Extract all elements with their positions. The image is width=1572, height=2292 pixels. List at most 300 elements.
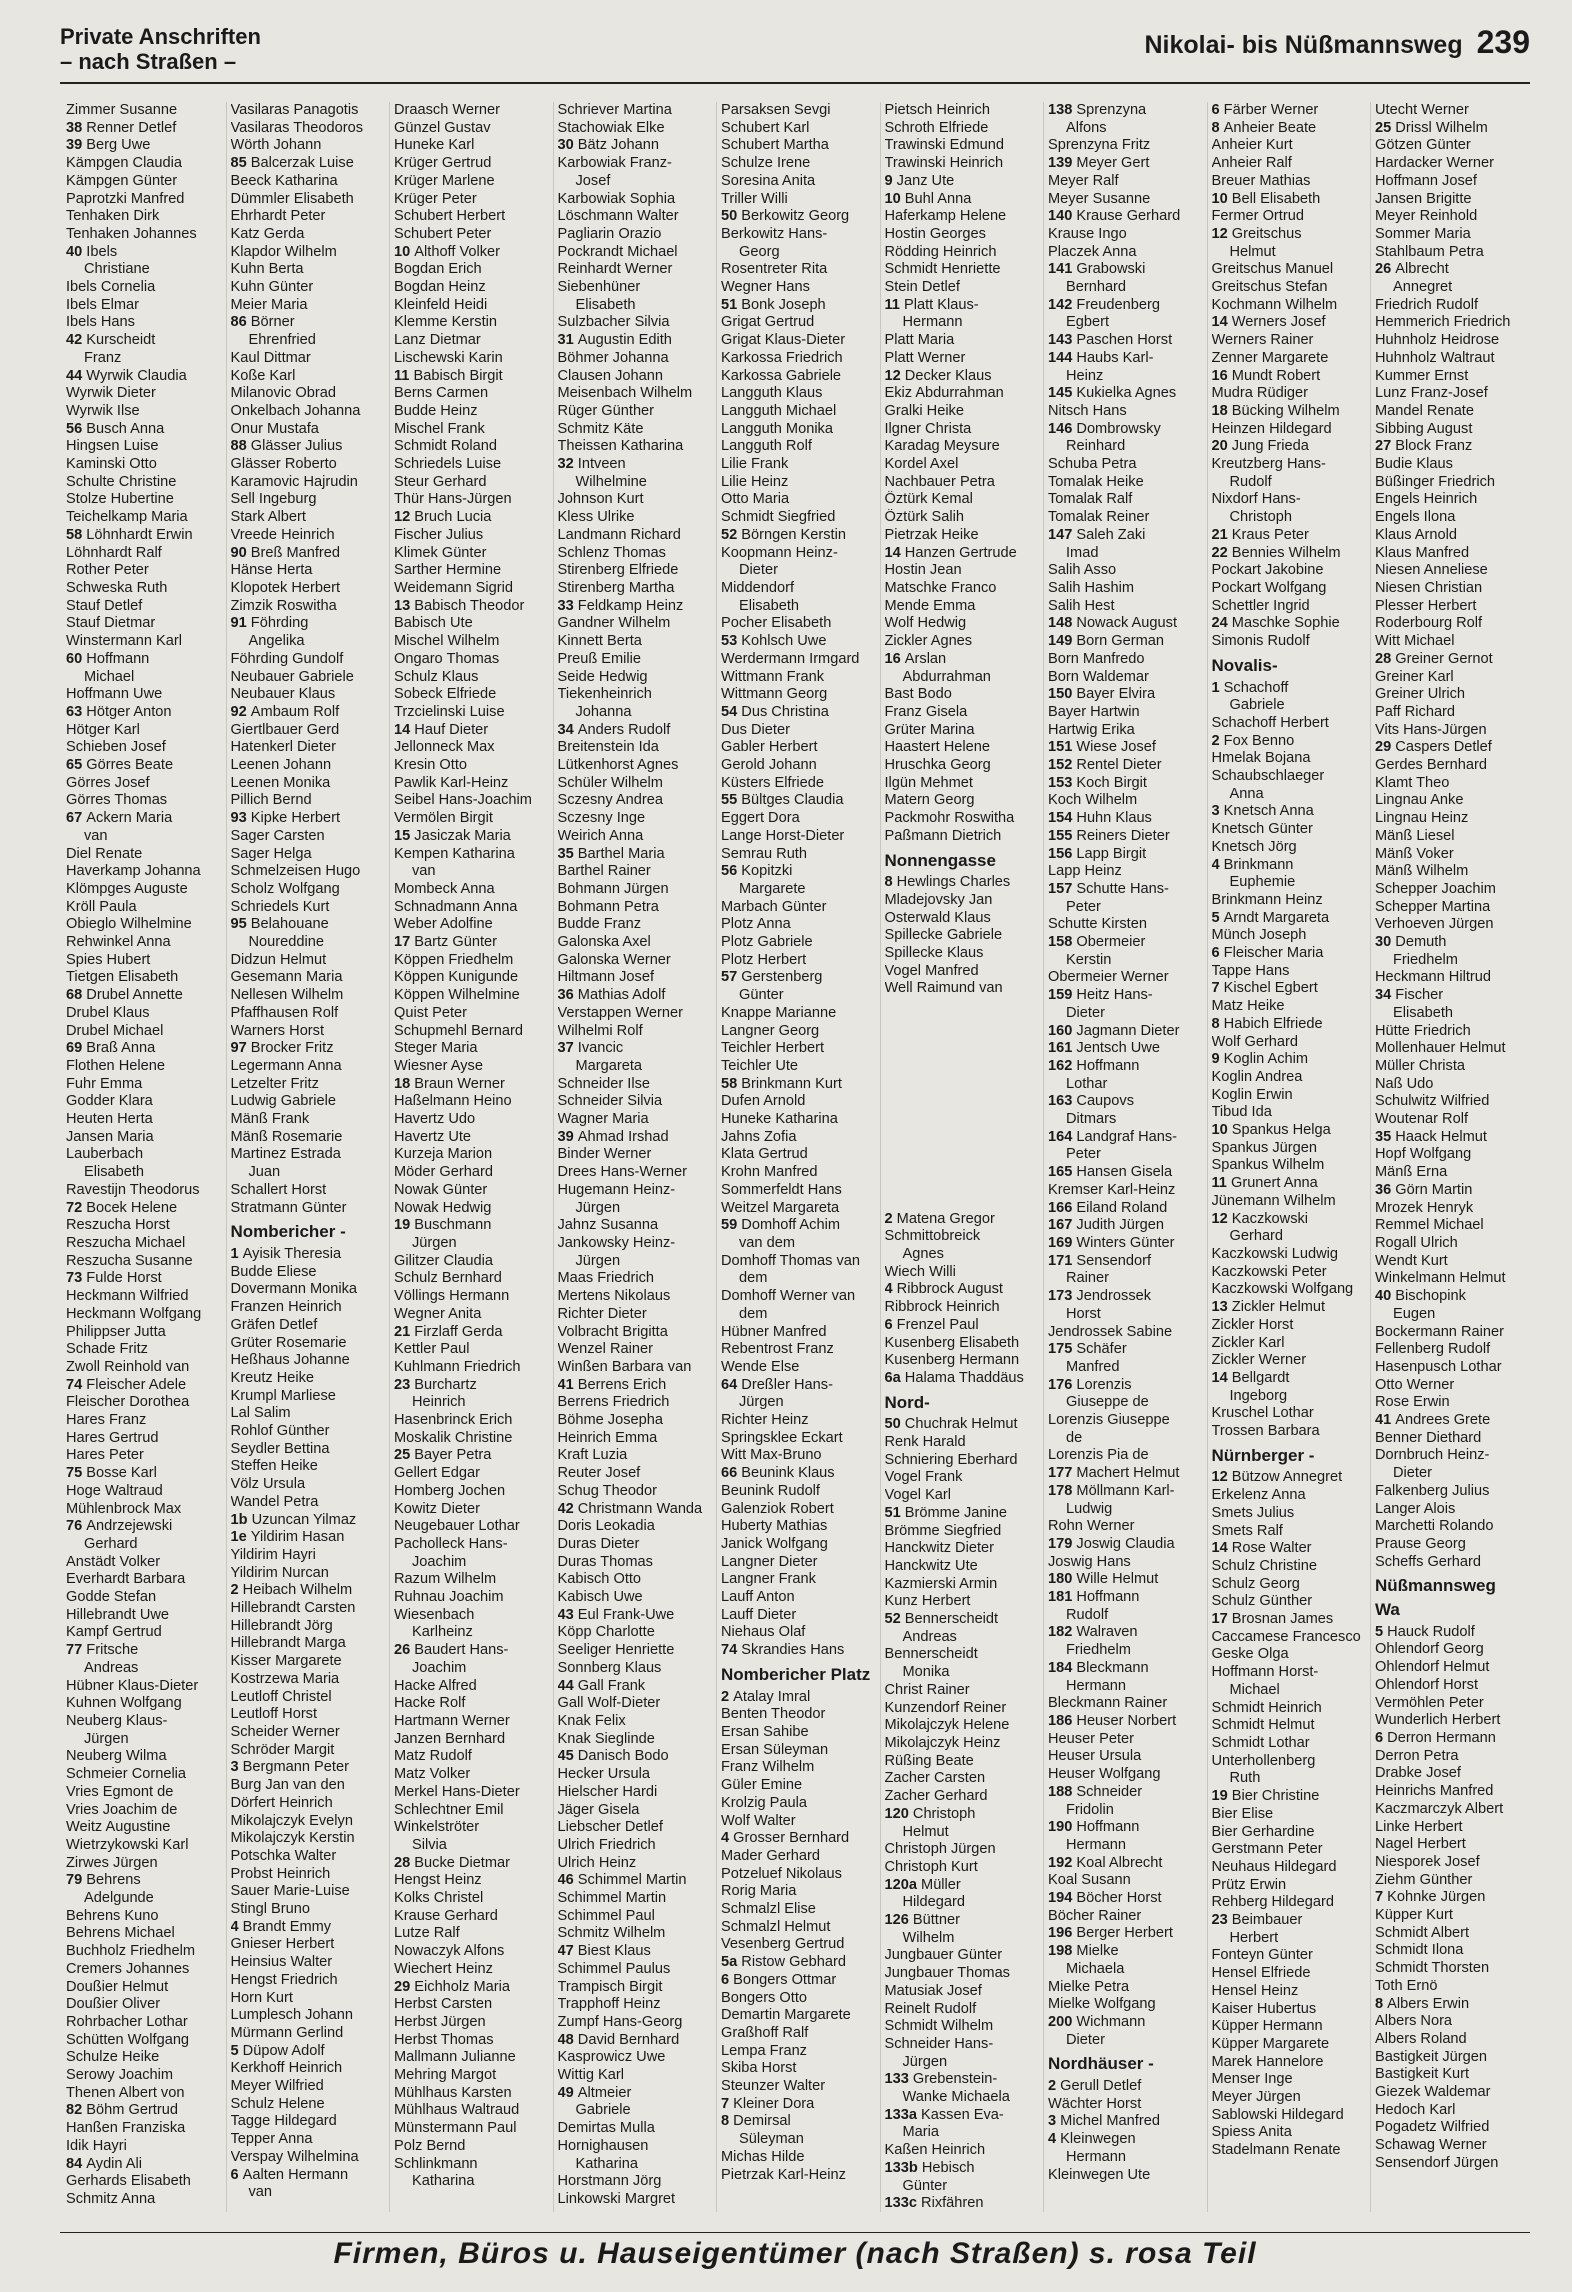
directory-entry — [66, 456, 226, 474]
directory-entry — [66, 1731, 226, 1749]
resident-name: Hares Franz — [66, 1412, 147, 1429]
house-number: 161 — [1048, 1040, 1077, 1057]
resident-name: Schriever Martina — [557, 102, 672, 118]
resident-name: Hornighausen — [557, 2137, 649, 2154]
resident-name: Weidemann Sigrid — [394, 579, 513, 596]
resident-name: Gerhards Elisabeth — [66, 2173, 191, 2190]
directory-entry — [66, 633, 226, 651]
directory-entry — [885, 2142, 1044, 2160]
resident-name: Teichler Herbert — [721, 1040, 825, 1057]
directory-entry — [721, 120, 880, 138]
directory-entry — [231, 1795, 390, 1813]
directory-entry — [394, 545, 553, 563]
resident-name: Bayer Hartwin — [1048, 703, 1140, 720]
resident-name: Bayer Petra — [414, 1447, 492, 1464]
directory-entry — [66, 1784, 226, 1802]
house-number: 13 — [394, 597, 415, 614]
directory-entry — [1212, 1912, 1371, 1930]
resident-name: Stadelmann Renate — [1211, 2142, 1341, 2159]
directory-entry — [231, 1618, 390, 1636]
resident-name: Wiese Josef — [1076, 739, 1156, 756]
directory-entry — [1212, 120, 1371, 138]
resident-name: Wille Helmut — [1076, 1571, 1159, 1588]
directory-entry — [558, 669, 717, 687]
resident-name: Schieben Josef — [66, 739, 166, 756]
resident-name: Domhoff Werner van — [721, 1288, 856, 1305]
directory-column — [62, 102, 226, 2212]
house-number: 158 — [1048, 934, 1077, 951]
resident-name: Simonis Rudolf — [1211, 633, 1310, 650]
directory-entry — [1048, 1837, 1207, 1855]
resident-name: Pawlik Karl-Heinz — [394, 774, 509, 791]
directory-entry — [394, 1111, 553, 1129]
directory-entry — [1375, 775, 1534, 793]
resident-name: Pacholleck Hans- — [394, 1535, 508, 1552]
resident-name: Bützow Annegret — [1231, 1469, 1343, 1486]
house-number: 90 — [230, 544, 251, 561]
resident-name: Hötger Karl — [66, 721, 140, 738]
directory-entry — [231, 509, 390, 527]
resident-name: Düpow Adolf — [242, 2042, 325, 2059]
resident-name: Ruhnau Joachim — [394, 1589, 504, 1606]
resident-name: Schimmel Martin — [557, 1890, 667, 1907]
resident-name: Wolf Gerhard — [1211, 1033, 1299, 1050]
resident-name: Rother Peter — [66, 562, 149, 579]
resident-name: Havertz Udo — [394, 1111, 476, 1128]
directory-entry — [66, 421, 226, 439]
resident-name: Matena Gregor — [896, 1210, 995, 1227]
directory-entry — [1048, 1890, 1207, 1908]
directory-entry — [1048, 297, 1207, 315]
house-number: 133b — [884, 2159, 922, 2176]
directory-entry — [1375, 545, 1534, 563]
house-number: 60 — [66, 650, 87, 667]
resident-name: Ayisik Theresia — [242, 1246, 342, 1262]
resident-name: Haubs Karl- — [1076, 349, 1154, 366]
resident-name: Roderbourg Rolf — [1375, 615, 1483, 632]
directory-entry — [721, 863, 880, 881]
directory-entry — [1048, 562, 1207, 580]
house-number: 146 — [1048, 420, 1077, 437]
directory-entry — [885, 828, 1044, 846]
resident-name: Ivancic — [577, 1040, 624, 1057]
directory-entry — [885, 2160, 1044, 2178]
directory-entry — [721, 385, 880, 403]
directory-entry — [558, 1359, 717, 1377]
directory-entry — [394, 757, 553, 775]
resident-name: Grunert Anna — [1230, 1175, 1318, 1192]
directory-entry — [721, 1607, 880, 1625]
directory-entry — [721, 1990, 880, 2008]
directory-entry — [558, 1837, 717, 1855]
resident-name: Franz — [84, 349, 122, 366]
directory-entry — [1212, 1016, 1371, 1034]
directory-entry — [558, 1040, 717, 1058]
resident-name: Kukielka Agnes — [1076, 385, 1177, 402]
resident-name: Sczesny Inge — [557, 810, 646, 827]
resident-name: Rohrbacher Lothar — [66, 2013, 188, 2030]
resident-name: Engels Heinrich — [1375, 491, 1478, 508]
resident-name: Ehrhardt Peter — [230, 208, 326, 225]
directory-entry — [1048, 686, 1207, 704]
resident-name: Menser Inge — [1211, 2071, 1293, 2088]
directory-entry — [1375, 1836, 1534, 1854]
house-number: 40 — [1375, 1288, 1396, 1305]
house-number: 44 — [66, 367, 87, 384]
resident-name: Skrandies Hans — [741, 1642, 845, 1659]
resident-name: Hostin Jean — [884, 562, 962, 579]
resident-name: Güler Emine — [721, 1777, 803, 1794]
resident-name: Godde Stefan — [66, 1589, 157, 1606]
directory-entry — [231, 1777, 390, 1795]
resident-name: van dem — [739, 1235, 795, 1251]
directory-entry — [394, 1678, 553, 1696]
directory-entry — [1048, 1695, 1207, 1713]
directory-entry — [1375, 722, 1534, 740]
resident-name: Woutenar Rolf — [1375, 1111, 1469, 1128]
resident-name: Salih Hest — [1048, 597, 1115, 614]
directory-entry — [1375, 261, 1534, 279]
directory-entry — [721, 1589, 880, 1607]
resident-name: Fox Benno — [1223, 732, 1295, 749]
resident-name: Wiech Willi — [884, 1263, 956, 1280]
house-number: 155 — [1048, 827, 1077, 844]
house-number: 169 — [1048, 1235, 1077, 1251]
directory-entry — [558, 1270, 717, 1288]
house-number: 138 — [1048, 102, 1077, 118]
house-number: 9 — [1211, 1051, 1224, 1068]
house-number: 29 — [1375, 739, 1396, 756]
directory-entry — [1375, 173, 1534, 191]
resident-name: Hatenkerl Dieter — [230, 739, 336, 756]
directory-entry — [1212, 1034, 1371, 1052]
resident-name: Gabriele — [575, 2102, 631, 2119]
resident-name: Vermöhlen Peter — [1375, 1694, 1484, 1711]
resident-name: Herbst Carsten — [394, 1996, 493, 2013]
resident-name: Kampf Gertrud — [66, 1624, 162, 1641]
directory-entry — [1212, 1317, 1371, 1335]
directory-entry — [394, 633, 553, 651]
directory-entry — [558, 208, 717, 226]
resident-name: Schniering Eberhard — [884, 1451, 1018, 1468]
resident-name: Theissen Katharina — [557, 438, 684, 455]
house-number: 17 — [394, 934, 415, 951]
resident-name: Richter Heinz — [721, 1412, 809, 1429]
directory-entry — [721, 1777, 880, 1795]
resident-name: Wyrwik Dieter — [66, 385, 156, 402]
house-number: 175 — [1048, 1341, 1077, 1358]
directory-entry — [231, 1901, 390, 1919]
resident-name: Otto Werner — [1375, 1376, 1455, 1393]
resident-name: Zacher Gerhard — [884, 1788, 988, 1805]
resident-name: Galenziok Robert — [721, 1500, 834, 1517]
directory-entry — [1048, 545, 1207, 563]
resident-name: Zirwes Jürgen — [66, 1854, 158, 1871]
resident-name: Jürgen — [575, 1252, 621, 1269]
directory-entry — [1212, 1352, 1371, 1370]
directory-entry — [885, 191, 1044, 209]
house-number: 12 — [1211, 1469, 1232, 1486]
resident-name: Burchartz — [414, 1376, 477, 1393]
resident-name: Fleischer Adele — [86, 1376, 187, 1393]
resident-name: Hmelak Bojana — [1211, 750, 1311, 767]
resident-name: Imad — [1066, 544, 1099, 561]
house-number: 182 — [1048, 1624, 1077, 1641]
resident-name: Schneider — [1076, 1783, 1143, 1800]
resident-name: Behrens Michael — [66, 1925, 175, 1942]
resident-name: Heuser Ursula — [1048, 1748, 1142, 1765]
resident-name: Wegner Anita — [394, 1305, 482, 1322]
resident-name: Pockart Jakobine — [1211, 562, 1324, 579]
directory-entry — [721, 1759, 880, 1777]
directory-entry — [231, 1146, 390, 1164]
resident-name: Drabke Josef — [1375, 1765, 1461, 1782]
resident-name: Schmeier Cornelia — [66, 1766, 187, 1783]
directory-entry — [1212, 1370, 1371, 1388]
directory-entry — [885, 2089, 1044, 2107]
resident-name: Sarther Hermine — [394, 562, 502, 579]
directory-entry — [721, 173, 880, 191]
resident-name: Pietrzak Heike — [884, 526, 979, 543]
directory-entry — [394, 1784, 553, 1802]
directory-entry — [1375, 2137, 1534, 2155]
directory-entry — [558, 120, 717, 138]
house-number: 5 — [1375, 1623, 1388, 1640]
directory-entry — [66, 1872, 226, 1890]
resident-name: Heinzen Hildegard — [1211, 420, 1332, 437]
directory-entry — [885, 2001, 1044, 2019]
directory-entry — [558, 704, 717, 722]
directory-entry — [558, 1872, 717, 1890]
resident-name: Görres Josef — [66, 774, 150, 791]
resident-name: Schmidt Albert — [1375, 1924, 1470, 1941]
resident-name: Heibach Wilhelm — [242, 1582, 353, 1599]
directory-entry — [231, 2096, 390, 2114]
resident-name: Machert Helmut — [1076, 1465, 1180, 1482]
directory-entry — [1212, 1299, 1371, 1317]
directory-entry — [885, 1299, 1044, 1317]
directory-entry — [885, 1753, 1044, 1771]
directory-entry — [394, 1536, 553, 1554]
directory-entry — [885, 403, 1044, 421]
house-number: 31 — [557, 332, 578, 349]
directory-entry — [1212, 1405, 1371, 1423]
resident-name: Knetsch Anna — [1223, 803, 1314, 820]
house-number: 36 — [557, 987, 578, 1004]
resident-name: Kasprowicz Uwe — [557, 2049, 666, 2066]
resident-name: Winters Günter — [1076, 1235, 1175, 1251]
directory-entry — [721, 704, 880, 722]
resident-name: Schachoff — [1223, 679, 1289, 696]
resident-name: Kinnett Berta — [557, 633, 642, 650]
resident-name: Scheider Werner — [230, 1723, 340, 1740]
resident-name: Rehwinkel Anna — [66, 934, 171, 951]
directory-entry — [558, 1465, 717, 1483]
resident-name: Heinsius Walter — [230, 1954, 333, 1971]
directory-entry — [231, 615, 390, 633]
resident-name: Anders Rudolf — [577, 721, 671, 738]
directory-entry — [231, 191, 390, 209]
directory-entry — [1375, 899, 1534, 917]
resident-name: Anheier Kurt — [1211, 137, 1293, 154]
directory-entry — [1212, 279, 1371, 297]
house-number: 59 — [721, 1217, 742, 1234]
resident-name: Arslan — [904, 650, 947, 667]
resident-name: Benten Theodor — [721, 1706, 826, 1723]
resident-name: Bergmann Peter — [242, 1759, 349, 1776]
resident-name: Brandt Emmy — [242, 1918, 332, 1935]
house-number: 36 — [1375, 1181, 1396, 1198]
directory-entry — [1375, 491, 1534, 509]
directory-entry — [66, 332, 226, 350]
resident-name: Heuser Wolfgang — [1048, 1766, 1161, 1783]
resident-name: Doris Leokadia — [557, 1518, 655, 1535]
directory-entry — [721, 1830, 880, 1848]
resident-name: Matusiak Josef — [884, 1982, 982, 1999]
directory-entry — [1375, 137, 1534, 155]
directory-entry — [885, 2178, 1044, 2196]
house-number: 176 — [1048, 1376, 1077, 1393]
resident-name: Schulz Günther — [1211, 1593, 1313, 1610]
resident-name: Verhoeven Jürgen — [1375, 916, 1494, 933]
directory-entry — [394, 1324, 553, 1342]
directory-entry — [1212, 980, 1371, 998]
resident-name: Friedhelm — [1393, 951, 1458, 968]
resident-name: Fellenberg Rudolf — [1375, 1341, 1491, 1358]
directory-entry — [721, 403, 880, 421]
directory-entry — [231, 598, 390, 616]
resident-name: Kusenberg Elisabeth — [884, 1334, 1020, 1351]
resident-name: Lischewski Karin — [394, 349, 503, 366]
directory-entry — [1212, 1140, 1371, 1158]
directory-entry — [558, 1306, 717, 1324]
resident-name: Born Waldemar — [1048, 668, 1149, 685]
directory-entry — [1375, 598, 1534, 616]
resident-name: Eichholz Maria — [414, 1978, 511, 1995]
directory-entry — [721, 1571, 880, 1589]
house-number: 72 — [66, 1199, 87, 1216]
directory-entry — [1048, 226, 1207, 244]
house-number: 38 — [66, 119, 87, 136]
directory-entry — [1375, 1712, 1534, 1730]
directory-entry — [394, 1341, 553, 1359]
directory-entry — [721, 2131, 880, 2149]
resident-name: Schepper Martina — [1375, 898, 1491, 915]
directory-entry — [885, 1593, 1044, 1611]
directory-entry — [66, 562, 226, 580]
resident-name: Sensendorf — [1076, 1252, 1152, 1269]
directory-entry — [394, 1802, 553, 1820]
house-number: 30 — [557, 137, 578, 154]
resident-name: Derron Hermann — [1387, 1729, 1496, 1746]
house-number: 55 — [721, 792, 742, 809]
resident-name: Renner Detlef — [86, 119, 177, 136]
directory-entry — [1212, 1947, 1371, 1965]
resident-name: Schmittobreick — [884, 1228, 981, 1245]
directory-entry — [1212, 2107, 1371, 2125]
directory-entry — [1048, 1713, 1207, 1731]
resident-name: Bellgardt — [1231, 1369, 1290, 1386]
directory-entry — [1375, 1801, 1534, 1819]
directory-entry — [66, 1412, 226, 1430]
directory-entry — [885, 562, 1044, 580]
resident-name: Kämpgen Claudia — [66, 155, 183, 172]
directory-entry — [721, 2167, 880, 2185]
directory-entry — [1048, 775, 1207, 793]
resident-name: Mikolajczyk Evelyn — [230, 1812, 353, 1829]
resident-name: Rüßing Beate — [884, 1752, 974, 1769]
resident-name: Löhnhardt Erwin — [86, 526, 193, 543]
resident-name: Dufen Arnold — [721, 1093, 806, 1110]
house-number: 6 — [1211, 945, 1224, 962]
directory-entry — [885, 1841, 1044, 1859]
directory-entry — [885, 1104, 1044, 1122]
resident-name: Neugebauer Lothar — [394, 1518, 520, 1535]
directory-entry — [558, 2067, 717, 2085]
resident-name: Niesen Christian — [1375, 579, 1483, 596]
resident-name: Sobeck Elfriede — [394, 686, 497, 703]
resident-name: Koopmann Heinz- — [721, 544, 838, 561]
resident-name: Michael — [84, 668, 135, 685]
directory-entry — [231, 350, 390, 368]
directory-entry — [1212, 332, 1371, 350]
directory-entry — [721, 527, 880, 545]
directory-entry — [1048, 1855, 1207, 1873]
directory-entry — [1212, 1806, 1371, 1824]
resident-name: Bleckmann Rainer — [1048, 1695, 1168, 1712]
resident-name: Semrau Ruth — [721, 845, 807, 862]
house-number: 4 — [721, 1830, 734, 1847]
directory-entry — [1375, 385, 1534, 403]
directory-entry — [231, 1972, 390, 1990]
house-number: 120a — [884, 1876, 922, 1893]
resident-name: Babisch Theodor — [414, 597, 525, 614]
directory-entry — [394, 1837, 553, 1855]
resident-name: Huneke Katharina — [721, 1111, 838, 1128]
resident-name: Mielke Wolfgang — [1048, 1996, 1156, 2013]
directory-entry — [1212, 1664, 1371, 1682]
resident-name: Heckmann Wilfried — [66, 1288, 189, 1305]
resident-name: Wende Else — [721, 1358, 800, 1375]
directory-entry — [558, 1483, 717, 1501]
directory-entry — [558, 1447, 717, 1465]
directory-entry — [721, 1200, 880, 1218]
directory-entry — [885, 1122, 1044, 1140]
directory-entry — [394, 1288, 553, 1306]
resident-name: Heckmann Wolfgang — [66, 1305, 202, 1322]
resident-name: Joswig Claudia — [1076, 1535, 1175, 1552]
house-number: 26 — [394, 1642, 415, 1659]
directory-entry — [1048, 916, 1207, 934]
directory-entry — [1048, 1748, 1207, 1766]
resident-name: Ackern Maria — [86, 810, 173, 827]
resident-name: Idik Hayri — [66, 2137, 127, 2154]
directory-entry — [394, 102, 553, 120]
directory-entry — [231, 1689, 390, 1707]
house-number: 140 — [1048, 208, 1077, 225]
directory-entry — [1048, 633, 1207, 651]
house-number: 24 — [1211, 615, 1232, 632]
directory-entry — [1375, 739, 1534, 757]
resident-name: Tenhaken Johannes — [66, 225, 197, 242]
directory-entry — [231, 1164, 390, 1182]
resident-name: Wächter Horst — [1048, 2095, 1142, 2112]
resident-name: Janzen Bernhard — [394, 1730, 506, 1747]
directory-entry — [558, 1961, 717, 1979]
directory-entry — [558, 2032, 717, 2050]
directory-entry — [66, 1447, 226, 1465]
directory-entry — [1048, 2131, 1207, 2149]
